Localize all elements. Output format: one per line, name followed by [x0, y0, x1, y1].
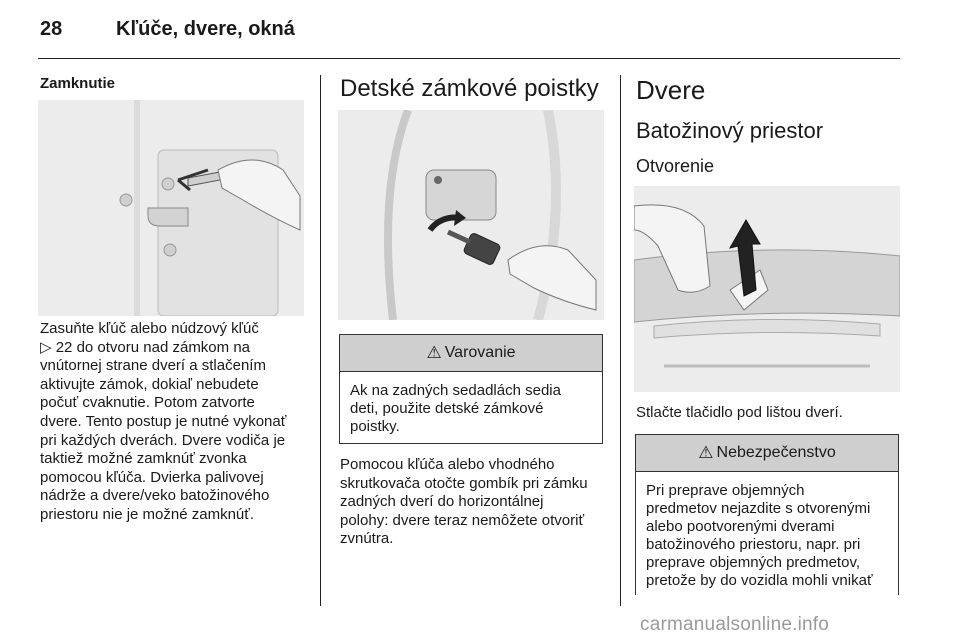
opening-subtitle: Otvorenie	[636, 156, 715, 176]
danger-title: Nebezpečenstvo	[716, 444, 836, 461]
child-locks-line: skrutkovača otočte gombík pri zámku	[340, 474, 588, 492]
page-reference-icon: ▷	[40, 338, 52, 356]
locking-line	[40, 339, 308, 358]
warning-header	[340, 335, 602, 372]
locking-line: nádrže a dvere/veko batožinového	[40, 487, 270, 505]
locking-line: priestoru nie je možné zamknúť.	[40, 505, 255, 523]
danger-box	[635, 434, 899, 595]
column-doors	[636, 75, 900, 106]
locking-line: dvere. Tento postup je nutné vykonať	[40, 412, 287, 430]
locking-line: vnútornej strane dverí a stlačením	[40, 357, 266, 375]
column-divider-1	[320, 75, 321, 606]
header-rule	[38, 58, 900, 59]
warning-box	[339, 334, 603, 444]
watermark: carmanualsonline.info	[640, 614, 830, 635]
danger-line: pretože by do vozidla mohli vnikať	[646, 572, 873, 589]
warning-triangle-icon: ⚠	[426, 343, 442, 362]
locking-line: pomocou kľúča. Dvierka palivovej	[40, 468, 264, 486]
danger-body	[636, 472, 898, 598]
danger-line: batožinového priestoru, napr. pri	[646, 536, 861, 553]
opening-heading	[636, 156, 900, 177]
locking-body	[40, 320, 308, 525]
warning-line: deti, použite detské zámkové	[350, 400, 544, 417]
child-lock-illustration	[338, 110, 604, 320]
locking-line-text: 22 do otvoru nad zámkom na	[55, 338, 251, 356]
danger-line: preprave objemných predmetov,	[646, 554, 860, 571]
column-divider-2	[620, 75, 621, 606]
warning-title: Varovanie	[444, 344, 516, 361]
column-locking	[40, 75, 308, 92]
danger-line: predmetov nejazdite s otvorenými	[646, 500, 871, 517]
locking-line: Zasuňte kľúč alebo núdzový kľúč	[40, 320, 259, 337]
danger-line: Pri preprave objemných	[646, 482, 805, 499]
warning-body	[340, 372, 602, 444]
doors-title: Dvere	[636, 75, 706, 105]
locking-line: taktiež možné zamknúť zvonka	[40, 450, 247, 468]
column-child-locks	[340, 75, 604, 103]
danger-header	[636, 435, 898, 472]
trunk-subtitle: Batožinový priestor	[636, 118, 824, 143]
door-lock-illustration	[38, 100, 304, 316]
child-locks-line: zadných dverí do horizontálnej	[340, 493, 544, 511]
trunk-caption-wrap	[636, 404, 900, 423]
child-locks-body	[340, 456, 604, 549]
page-number: 28	[40, 18, 63, 40]
chapter-title: Kľúče, dvere, okná	[116, 18, 295, 40]
locking-line: počuť cvaknutie. Potom zatvorte	[40, 394, 255, 412]
child-locks-line: polohy: dvere teraz nemôžete otvoriť	[340, 511, 585, 529]
locking-line: pri každých dverách. Dvere vodiča je	[40, 431, 286, 449]
child-locks-title: Detské zámkové poistky	[340, 75, 599, 102]
warning-line: poistky.	[350, 418, 400, 435]
warning-triangle-icon: ⚠	[698, 443, 714, 462]
locking-line: aktivujte zámok, dokiaľ nebudete	[40, 375, 259, 393]
trunk-caption: Stlačte tlačidlo pod lištou dverí.	[636, 404, 843, 421]
trunk-opening-illustration	[634, 186, 900, 392]
danger-line: alebo pootvorenými dverami	[646, 518, 835, 535]
child-locks-line: Pomocou kľúča alebo vhodného	[340, 456, 555, 473]
trunk-heading	[636, 118, 900, 144]
locking-subhead: Zamknutie	[40, 75, 116, 92]
warning-line: Ak na zadných sedadlách sedia	[350, 382, 561, 399]
child-locks-line: zvnútra.	[340, 530, 394, 548]
